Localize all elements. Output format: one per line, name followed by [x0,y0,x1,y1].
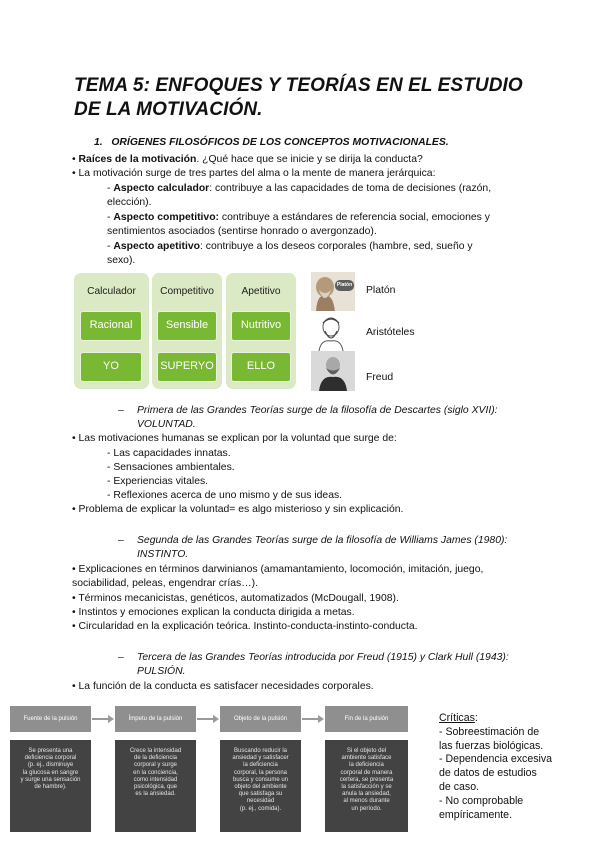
aspecto-calculador: - Aspecto calculador: contribuye a las capacidades de toma de decisiones (razón, [107,183,492,194]
criticas-line: de datos de estudios [439,767,537,780]
flow-step-head: Ímpetu de la pulsión [115,706,196,732]
voluntad-item: - Las capacidades innatas. [107,448,231,459]
teoria2-line1: Segunda de las Grandes Teorías surge de la filosofía de Williams James (1980): [137,535,508,546]
plato-tag: Platón [336,282,353,288]
plato-portrait-image [311,272,355,312]
aspecto-competitivo-cont: sentimientos asociados (sentirse honrado o avergonzado). [107,226,377,237]
teoria1-dash: – [118,405,124,416]
section-title: ORÍGENES FILOSÓFICOS DE LOS CONCEPTOS MOTIVACIONALES. [111,137,449,148]
criticas-line: empíricamente. [439,808,513,821]
flow-step-body: Crece la intensidad de la deficiencia corporal y surge en la conciencia, como intensidad psicológica, que es la ansiedad. [115,740,196,832]
bullet: • [72,154,76,165]
flow-step-head: Fuente de la pulsión [10,706,91,732]
arrow-right-icon [302,715,324,723]
criticas-line: de caso. [439,780,480,793]
aspecto-competitivo: - Aspecto competitivo: contribuye a estándares de referencia social, emociones y [107,212,490,223]
freud-portrait-image [311,351,355,391]
aspecto-calculador-cont: elección). [107,197,152,208]
voluntad-item: - Reflexiones acerca de uno mismo y de sus ideas. [107,490,343,501]
voluntad-item: - Sensaciones ambientales. [107,462,235,473]
flow-step-body: Se presenta una deficiencia corporal (p. ej., disminuye la glucosa en sangre y surge una sensación de hambre). [10,740,91,832]
column-header-calculador: Calculador [87,286,136,297]
instinto-bullet-1: • Explicaciones en términos darwinianos (amamantamiento, locomoción, imitación, juego, [72,564,484,575]
criticas-block [439,712,552,822]
section-heading [94,137,449,148]
aspecto-apetitivo: - Aspecto apetitivo: contribuye a los deseos corporales (hambre, sed, sueño y [107,241,473,252]
pulsion-funcion: • La función de la conducta es satisfacer necesidades corporales. [72,681,374,692]
box-yo: YO [80,352,142,382]
aristoteles-portrait-image [311,311,355,351]
voluntad-item: - Experiencias vitales. [107,476,209,487]
box-racional: Racional [80,311,142,341]
instinto-bullet-2: • Términos mecanicistas, genéticos, automatizados (McDougall, 1908). [72,593,399,604]
flow-step-head: Fin de la pulsión [325,706,408,732]
instinto-bullet-3: • Instintos y emociones explican la conducta dirigida a metas. [72,607,355,618]
arrow-right-icon [92,715,114,723]
instinto-bullet-4: • Circularidad en la explicación teórica. Instinto-conducta-instinto-conducta. [72,621,418,632]
box-superyo: SUPERYO [157,352,217,382]
column-header-competitivo: Competitivo [160,286,214,297]
criticas-title: Críticas: [439,712,478,724]
teoria1-line1: Primera de las Grandes Teorías surge de la filosofía de Descartes (siglo XVII): [137,405,498,416]
flow-step-head: Objeto de la pulsión [220,706,301,732]
criticas-line: - No comprobable [439,794,524,807]
criticas-line: - Sobreestimación de [439,725,540,738]
raices-line [72,153,423,167]
tres-partes-line: • La motivación surge de tres partes del alma o la mente de manera jerárquica: [72,168,436,179]
column-header-apetitivo: Apetitivo [241,286,281,297]
criticas-line: - Dependencia excesiva [439,753,553,766]
page-title: TEMA 5: ENFOQUES Y TEORÍAS EN EL ESTUDIO DE LA MOTIVACIÓN. [74,75,523,120]
voluntad-intro: • Las motivaciones humanas se explican por la voluntad que surge de: [72,433,397,444]
aspecto-apetitivo-cont: sexo). [107,255,136,266]
instinto-bullet-1-cont: sociabilidad, peleas, engendrar crías…). [72,578,258,589]
teoria1-line2: VOLUNTAD. [137,419,196,430]
teoria3-line2: PULSIÓN. [137,666,186,677]
section-number: 1. [94,137,103,148]
criticas-line: las fuerzas biológicas. [439,739,544,752]
teoria3-line1: Tercera de las Grandes Teorías introducida por Freud (1915) y Clark Hull (1943): [137,652,509,663]
flow-step-body: Buscando reducir la ansiedad y satisfacer la deficiencia corporal, la persona busca y consume un objeto del ambiente que satisfaga su necesidad (p. ej., comida). [220,740,301,832]
philosopher-label-freud: Freud [366,372,394,383]
teoria2-line2: INSTINTO. [137,549,189,560]
box-sensible: Sensible [157,311,217,341]
raices-bold: Raíces de la motivación [78,154,197,165]
teoria2-dash: – [118,535,124,546]
raices-rest: . ¿Qué hace que se inicie y se dirija la conducta? [196,154,423,165]
flow-step-body: Si el objeto del ambiente satisface la deficiencia corporal de manera certera, se presenta la satisfacción y se anula la ansiedad, al menos durante un período. [325,740,408,832]
box-nutritivo: Nutritivo [231,311,291,341]
philosopher-label-plato: Platón [366,285,396,296]
voluntad-problema: • Problema de explicar la voluntad= es algo misterioso y sin explicación. [72,504,404,515]
arrow-right-icon [197,715,219,723]
philosopher-label-aristoteles: Aristóteles [366,327,415,338]
teoria3-dash: – [118,652,124,663]
box-ello: ELLO [231,352,291,382]
